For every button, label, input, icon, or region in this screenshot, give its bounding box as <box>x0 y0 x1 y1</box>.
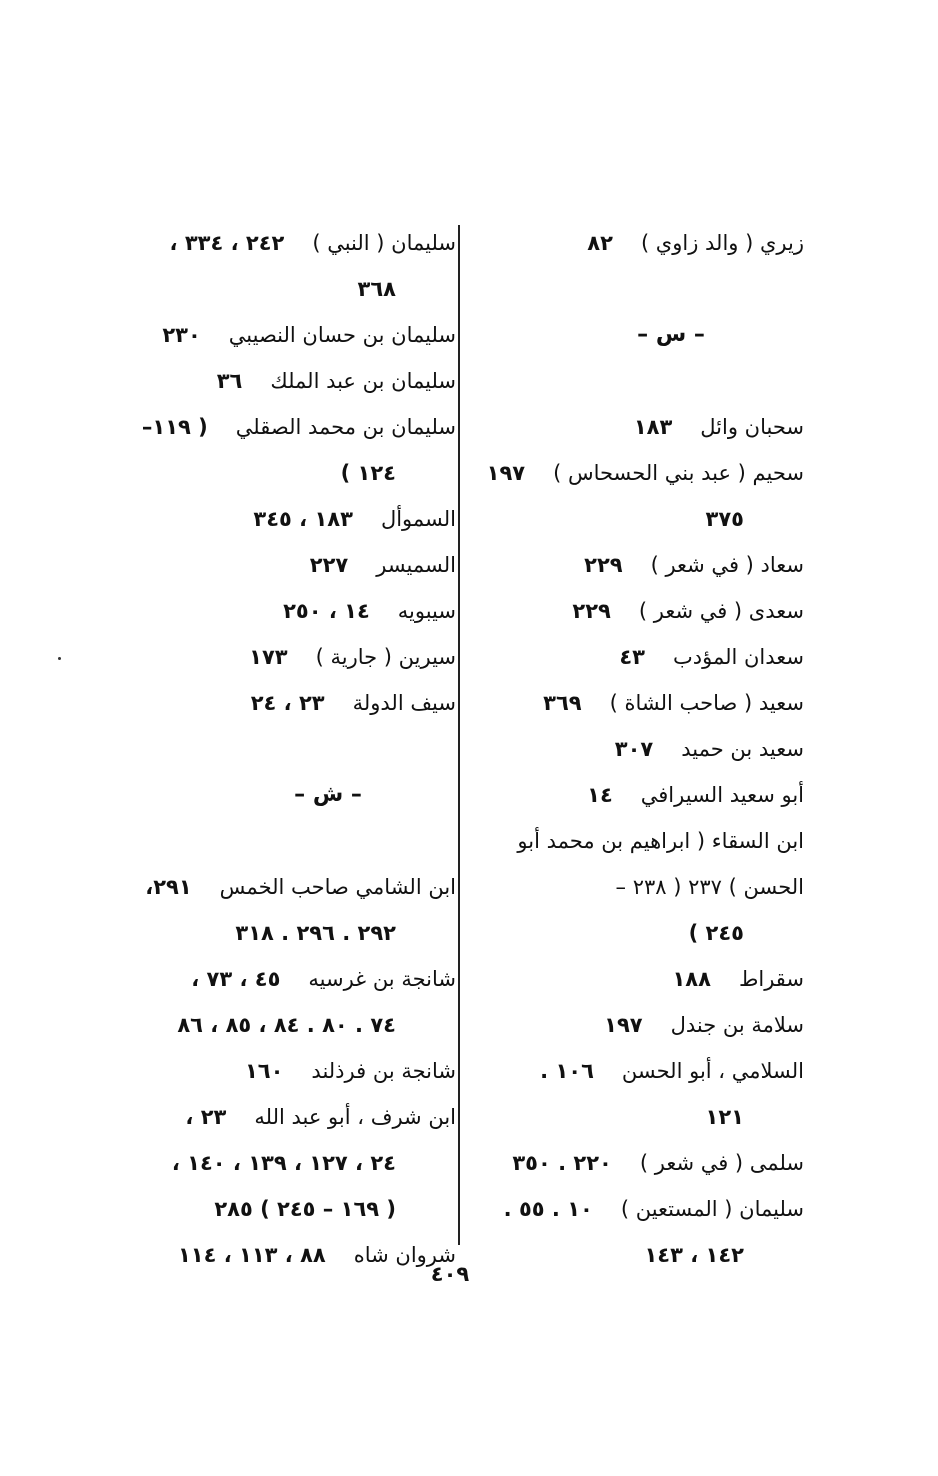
entry-name: شانجة بن فرذلند <box>311 1059 456 1083</box>
entry-name: سعدى ( في شعر ) <box>638 599 804 623</box>
entry-pages: ٢٢٠ . ٣٥٠ <box>512 1151 612 1175</box>
entry-continuation: ٢٩٢ . ٢٩٦ . ٣١٨ <box>235 921 396 945</box>
index-entry <box>120 680 456 726</box>
index-entry <box>120 312 456 358</box>
entry-pages: ١٤ <box>587 783 613 807</box>
index-entry <box>120 1232 456 1278</box>
index-entry <box>458 680 804 726</box>
entry-name: شانجة بن غرسيه <box>308 967 456 991</box>
entry-continuation: ( ١٦٩ – ٢٤٥ ) ٢٨٥ <box>214 1197 396 1221</box>
entry-pages: ٨٢ <box>587 231 613 255</box>
index-entry <box>120 588 456 634</box>
index-entry <box>120 956 456 1002</box>
entry-name: سليمان بن حسان النصيبي <box>228 323 456 347</box>
entry-pages: ٢٣ ، ٢٤ <box>250 691 325 715</box>
section-heading: – ش – <box>294 782 362 807</box>
entry-name: سليمان ( النبي ) <box>312 231 456 255</box>
entry-pages: ١٤ ، ٢٥٠ <box>283 599 370 623</box>
entry-pages: ٤٥ ، ٧٣ ، <box>191 967 281 991</box>
entry-continuation: ٣٧٥ <box>705 507 744 531</box>
index-entry <box>120 496 456 542</box>
entry-pages: ١٩٧ <box>604 1013 643 1037</box>
entry-continuation: ٢٤٥ ) <box>688 921 744 945</box>
entry-name: سعدان المؤدب <box>672 645 804 669</box>
entry-name: السلامي ، أبو الحسن <box>621 1059 804 1083</box>
entry-continuation: الحسن ) ٢٣٧ ( ٢٣٨ – <box>615 875 804 899</box>
entry-name: ابن شرف ، أبو عبد الله <box>254 1105 456 1129</box>
index-entry <box>458 956 804 1002</box>
index-entry <box>120 542 456 588</box>
entry-pages: ٢٢٧ <box>309 553 349 577</box>
section-heading: – س – <box>637 322 705 347</box>
entry-name: شروان شاه <box>353 1243 456 1267</box>
entry-pages: ٢٩١، <box>145 875 192 899</box>
entry-name: سحيم ( عبد بني الحسحاس ) <box>553 461 804 485</box>
entry-name: سعيد بن حميد <box>681 737 804 761</box>
entry-name: سعيد ( صاحب الشاة ) <box>609 691 804 715</box>
index-entry <box>120 864 456 910</box>
entry-name: سعاد ( في شعر ) <box>650 553 804 577</box>
index-entry <box>458 1140 804 1186</box>
entry-pages: ١٦٠ <box>244 1059 284 1083</box>
index-entry <box>120 358 456 404</box>
entry-name: السموأل <box>380 507 456 531</box>
index-column-right <box>458 220 804 1278</box>
index-column-left <box>120 220 456 1278</box>
index-entry <box>458 1002 804 1048</box>
entry-pages: ١٨٨ <box>672 967 711 991</box>
entry-pages: ٢٤٢ ، ٣٣٤ ، <box>169 231 285 255</box>
entry-pages: ( ١١٩– <box>141 415 208 439</box>
blank-line <box>458 358 804 404</box>
index-entry <box>458 1186 804 1232</box>
entry-pages: ٣٦٩ <box>543 691 582 715</box>
page-number: ٤٠٩ <box>430 1262 470 1286</box>
entry-pages: ٢٢٩ <box>584 553 623 577</box>
entry-pages: ١٧٣ <box>249 645 288 669</box>
entry-name: ابن السقاء ( ابراهيم بن محمد أبو <box>517 829 804 853</box>
entry-pages: ٨٨ ، ١١٣ ، ١١٤ <box>177 1243 326 1267</box>
index-entry <box>120 1048 456 1094</box>
entry-name: سيرين ( جارية ) <box>315 645 456 669</box>
index-entry <box>120 404 456 450</box>
entry-name: سليمان بن محمد الصقلي <box>235 415 456 439</box>
entry-pages: ٢٣ ، <box>185 1105 227 1129</box>
entry-pages: ١٨٣ ، ٣٤٥ <box>253 507 353 531</box>
index-entry <box>458 772 804 818</box>
entry-pages: ١٠ . ٥٥ . <box>503 1197 593 1221</box>
entry-continuation: ١٢٤ ) <box>340 461 396 485</box>
entry-pages: ٣٦ <box>216 369 243 393</box>
entry-name: سليمان ( المستعين ) <box>620 1197 804 1221</box>
column-divider <box>458 225 460 1245</box>
entry-pages: ٢٣٠ <box>162 323 201 347</box>
entry-name: سقراط <box>738 967 804 991</box>
blank-line <box>120 726 456 772</box>
entry-pages: ١٩٧ <box>486 461 526 485</box>
index-entry <box>458 726 804 772</box>
entry-continuation: ١٢١ <box>705 1105 744 1129</box>
entry-pages: ١٨٣ <box>633 415 673 439</box>
entry-continuation: ١٤٢ ، ١٤٣ <box>644 1243 744 1267</box>
entry-continuation: ٢٤ ، ١٢٧ ، ١٣٩ ، ١٤٠ ، <box>171 1151 396 1175</box>
entry-pages: ٤٣ <box>619 645 645 669</box>
index-entry <box>458 818 804 864</box>
entry-continuation: ٧٤ . ٨٠ . ٨٤ ، ٨٥ ، ٨٦ <box>177 1013 396 1037</box>
index-entry <box>458 220 804 266</box>
index-entry <box>120 220 456 266</box>
entry-pages: ٢٢٩ <box>572 599 611 623</box>
index-entry <box>458 542 804 588</box>
entry-pages: ١٠٦ . <box>540 1059 594 1083</box>
entry-name: سلامة بن جندل <box>670 1013 804 1037</box>
index-entry <box>458 588 804 634</box>
entry-continuation: ٣٦٨ <box>357 277 396 301</box>
entry-name: أبو سعيد السيرافي <box>640 783 804 807</box>
index-entry <box>458 1048 804 1094</box>
index-entry <box>458 634 804 680</box>
entry-name: سلمى ( في شعر ) <box>639 1151 804 1175</box>
index-entry <box>120 1094 456 1140</box>
index-entry <box>120 634 456 680</box>
entry-pages: ٣٠٧ <box>614 737 654 761</box>
blank-line <box>458 266 804 312</box>
index-entry <box>458 450 804 496</box>
entry-name: سيف الدولة <box>352 691 456 715</box>
scan-speck <box>58 657 61 660</box>
blank-line <box>120 818 456 864</box>
entry-name: السميسر <box>376 553 456 577</box>
entry-name: سليمان بن عبد الملك <box>270 369 456 393</box>
entry-name: سيبويه <box>397 599 456 623</box>
entry-name: ابن الشامي صاحب الخمس <box>219 875 456 899</box>
entry-name: سحبان وائل <box>700 415 804 439</box>
entry-name: زيري ( والد زاوي ) <box>640 231 804 255</box>
index-entry <box>458 404 804 450</box>
